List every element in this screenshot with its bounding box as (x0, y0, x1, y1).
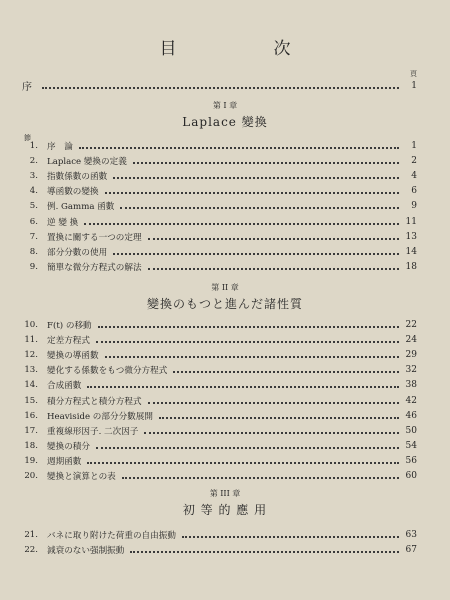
dot-leader (113, 177, 399, 179)
dot-leader (96, 447, 399, 449)
toc-entry-page: 14 (405, 246, 417, 257)
toc-entry-number: 22. (24, 544, 38, 555)
preface-page: 1 (411, 80, 417, 91)
toc-entry-number: 8. (29, 246, 38, 257)
toc-entry (18, 332, 417, 347)
dot-leader (105, 356, 399, 358)
toc-entry-title: 指數係數の函數 (47, 171, 108, 182)
toc-entry-page: 60 (405, 471, 417, 482)
toc-entry (18, 393, 417, 408)
dot-leader (113, 253, 399, 255)
toc-entry-number: 21. (24, 529, 38, 540)
toc-entry-page: 46 (405, 410, 417, 421)
toc-entry-number: 12. (24, 349, 38, 360)
chapter-2-entries (18, 317, 417, 484)
chapter-1-number: 第 I 章 (212, 101, 238, 110)
toc-entry (18, 199, 417, 214)
toc-entry-page: 11 (405, 216, 417, 227)
toc-entry-title: Heaviside の部分分數展開 (47, 411, 153, 422)
dot-leader (182, 536, 399, 538)
toc-entry-page: 9 (411, 201, 417, 212)
toc-entry-number: 16. (24, 410, 38, 421)
toc-entry-number: 9. (29, 262, 38, 273)
dot-leader (122, 477, 399, 479)
toc-entry-preface (22, 78, 417, 93)
toc-entry (18, 138, 417, 153)
dot-leader (96, 341, 399, 343)
dot-leader (87, 386, 399, 388)
toc-entry-number: 1. (29, 140, 38, 151)
toc-entry-number: 5. (29, 201, 38, 212)
chapter-2-title: 變換のもつと進んだ諸性質 (146, 297, 303, 311)
toc-entry-title: 變換の導函數 (47, 350, 99, 361)
toc-entry-number: 14. (24, 380, 38, 391)
chapter-2-number: 第 II 章 (211, 283, 239, 292)
toc-entry (18, 454, 417, 469)
toc-entry-number: 18. (24, 441, 38, 452)
toc-entry-title: 簡單な微分方程式の解法 (47, 263, 142, 274)
toc-entry-number: 19. (24, 456, 38, 467)
toc-entry (18, 244, 417, 259)
toc-entry-page: 22 (405, 319, 417, 330)
toc-entry-title: 逆 變 換 (47, 217, 79, 228)
chapter-3-title: 初 等 的 應 用 (182, 503, 268, 517)
toc-entry-page: 24 (405, 334, 417, 345)
chapter-1-entries (18, 138, 417, 275)
toc-entry (18, 229, 417, 244)
toc-entry-page: 63 (405, 529, 417, 540)
toc-entry (18, 527, 417, 542)
chapter-3-entries (18, 527, 417, 557)
toc-entry-page: 67 (405, 544, 417, 555)
page-column-label: 頁 (410, 70, 417, 78)
toc-entry-title: 序 論 (47, 141, 73, 152)
toc-entry-title: 合成函數 (47, 381, 82, 392)
toc-entry-title: Laplace 變換の定義 (47, 156, 127, 167)
toc-entry-page: 38 (405, 380, 417, 391)
toc-entry-number: 13. (24, 365, 38, 376)
toc-entry-title: 定差方程式 (47, 335, 90, 346)
toc-entry (18, 378, 417, 393)
toc-entry-page: 56 (405, 456, 417, 467)
toc-entry (18, 439, 417, 454)
toc-entry-title: 部分分數の使用 (47, 247, 108, 258)
toc-entry (18, 153, 417, 168)
toc-entry (18, 184, 417, 199)
toc-entry-title: 導函數の變換 (47, 187, 99, 198)
toc-entry (18, 469, 417, 484)
toc-entry (18, 542, 417, 557)
toc-entry-page: 13 (405, 231, 417, 242)
toc-entry-page: 54 (405, 441, 417, 452)
toc-entry-page: 1 (411, 140, 417, 151)
dot-leader (98, 326, 399, 328)
toc-entry-page: 32 (405, 365, 417, 376)
dot-leader (173, 371, 399, 373)
dot-leader (159, 417, 399, 419)
dot-leader (42, 87, 399, 89)
chapter-1-title: Laplace 變換 (182, 115, 268, 129)
dot-leader (130, 551, 399, 553)
dot-leader (79, 147, 399, 149)
toc-entry-title: 減衰のない强制振動 (47, 545, 125, 556)
toc-entry-title: 變換の積分 (47, 442, 90, 453)
dot-leader (148, 238, 399, 240)
toc-entry-number: 10. (24, 319, 38, 330)
toc-entry-page: 29 (405, 349, 417, 360)
dot-leader (84, 223, 399, 225)
dot-leader (105, 192, 399, 194)
toc-entry-title: バネに取り附けた荷重の自由振動 (47, 530, 176, 541)
toc-entry-number: 7. (29, 231, 38, 242)
dot-leader (148, 402, 399, 404)
dot-leader (148, 268, 399, 270)
toc-entry-title: 重複線形因子. 二次因子 (47, 426, 139, 437)
toc-entry-title: 積分方程式と積分方程式 (47, 396, 142, 407)
dot-leader (133, 162, 399, 164)
toc-entry-title: 週期函數 (47, 457, 82, 468)
toc-entry-page: 6 (411, 186, 417, 197)
toc-entry-number: 4. (29, 186, 38, 197)
toc-entry (18, 347, 417, 362)
toc-entry (18, 214, 417, 229)
toc-entry-number: 3. (29, 170, 38, 181)
page-title: 目 次 (159, 39, 331, 59)
toc-entry-page: 42 (405, 395, 417, 406)
toc-entry (18, 363, 417, 378)
toc-entry-title: F(t) の移動 (47, 320, 92, 331)
toc-entry-number: 6. (29, 216, 38, 227)
toc-entry-page: 4 (411, 170, 417, 181)
dot-leader (120, 207, 399, 209)
toc-entry (18, 408, 417, 423)
toc-entry-number: 2. (29, 155, 38, 166)
toc-entry-title: 置換に關する一つの定理 (47, 232, 142, 243)
toc-entry (18, 168, 417, 183)
toc-entry-page: 50 (405, 425, 417, 436)
toc-entry-number: 11. (24, 334, 38, 345)
dot-leader (87, 462, 399, 464)
toc-entry-number: 15. (24, 395, 38, 406)
toc-entry-number: 20. (24, 471, 38, 482)
toc-entry (18, 423, 417, 438)
toc-entry-page: 18 (405, 262, 417, 273)
toc-entry-page: 2 (411, 155, 417, 166)
preface-label: 序 (22, 82, 32, 93)
toc-entry (18, 260, 417, 275)
dot-leader (144, 432, 399, 434)
chapter-3-number: 第 III 章 (209, 489, 241, 498)
toc-entry-number: 17. (24, 425, 38, 436)
toc-entry-title: 變換と演算との表 (47, 472, 116, 483)
toc-entry-title: 變化する係數をもつ微分方程式 (47, 366, 168, 377)
toc-entry (18, 317, 417, 332)
section-mark: 節 (24, 134, 31, 142)
toc-entry-title: 例. Gamma 函數 (47, 202, 115, 213)
